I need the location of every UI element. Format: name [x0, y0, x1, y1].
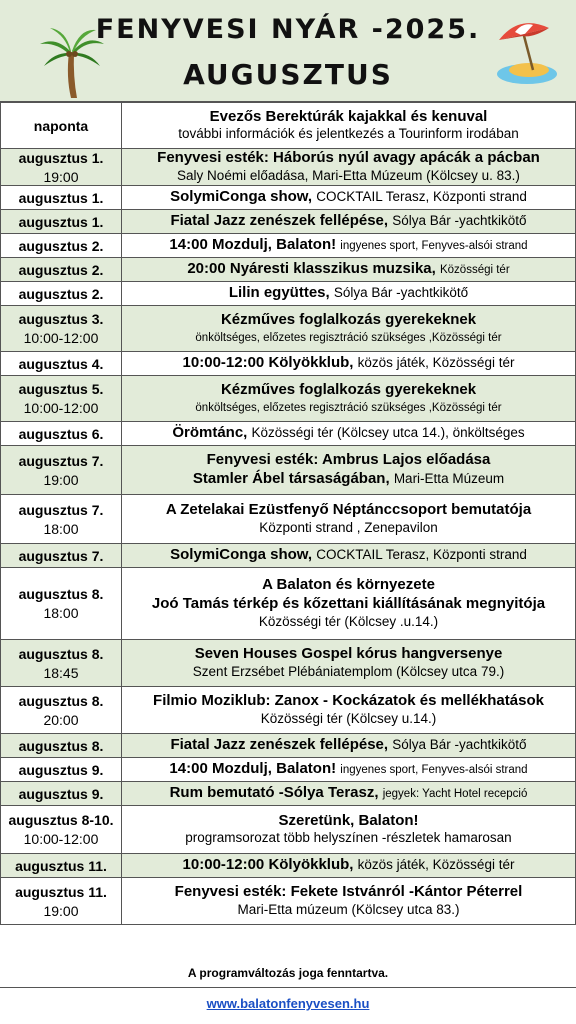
event-line [122, 381, 575, 400]
event-date-cell [1, 422, 122, 446]
event-line [122, 812, 575, 831]
event-details-cell [122, 210, 576, 234]
event-date: augusztus 9. [18, 761, 104, 778]
event-details-cell [122, 446, 576, 495]
event-details-cell [122, 422, 576, 446]
event-title-text: Kézműves foglalkozás gyerekeknek [220, 310, 477, 328]
event-details-cell [122, 734, 576, 758]
event-time: 18:00 [43, 605, 79, 621]
event-details-cell [122, 544, 576, 568]
event-date-cell [1, 878, 122, 925]
month-title: AUGUSZTUS [183, 58, 393, 91]
event-date-cell [1, 149, 122, 186]
event-title-text: 14:00 Mozdulj, Balaton! [169, 760, 341, 778]
event-line [122, 595, 575, 614]
event-date: augusztus 7. [18, 547, 104, 564]
event-title-text: Rum bemutató -Sólya Terasz, [169, 784, 383, 802]
event-title-text: 20:00 Nyáresti klasszikus muzsika, [187, 260, 440, 278]
event-row [1, 734, 576, 758]
event-date-cell [1, 282, 122, 306]
event-detail-text: Szent Erzsébet Plébániatemplom (Kölcsey utca 79.) [192, 663, 505, 679]
event-date: augusztus 11. [15, 883, 107, 900]
event-detail-text: Közösségi tér (Kölcsey u.14.) [260, 710, 437, 726]
event-line [122, 284, 575, 303]
event-row [1, 495, 576, 544]
event-line [122, 451, 575, 470]
event-details-cell [122, 782, 576, 806]
event-title-text: Kézműves foglalkozás gyerekeknek [220, 380, 477, 398]
event-details-cell [122, 103, 576, 149]
beach-umbrella-icon [493, 18, 559, 88]
event-line [122, 501, 575, 520]
event-line [122, 354, 575, 373]
event-date: augusztus 7. [18, 452, 104, 469]
event-detail-text: ingyenes sport, Fenyves-alsói strand [340, 764, 528, 777]
event-details-cell [122, 806, 576, 854]
event-line [122, 760, 575, 779]
event-date: augusztus 1. [18, 149, 104, 166]
event-line [122, 329, 575, 346]
event-row [1, 306, 576, 352]
event-date-cell [1, 376, 122, 422]
event-time: 10:00-12:00 [23, 831, 99, 847]
event-detail-text: önköltséges, előzetes regisztráció szükséges ,Közösségi tér [195, 402, 502, 415]
event-date: augusztus 8. [18, 645, 104, 662]
event-detail-text: jegyek: Yacht Hotel recepció [382, 788, 528, 801]
event-details-cell [122, 854, 576, 878]
event-detail-text: önköltséges, előzetes regisztráció szükséges ,Közösségi tér [195, 332, 502, 345]
event-line [122, 311, 575, 330]
event-date: augusztus 1. [18, 189, 104, 206]
event-title-text: SolymiConga show, [170, 188, 317, 206]
disclaimer-note: A programváltozás joga fenntartva. [187, 966, 389, 980]
event-date: augusztus 4. [18, 355, 104, 372]
event-line [122, 645, 575, 664]
event-row [1, 210, 576, 234]
event-details-cell [122, 234, 576, 258]
event-row [1, 186, 576, 210]
event-detail-text: ingyenes sport, Fenyves-alsói strand [340, 240, 528, 253]
page-title: FENYVESI NYÁR -2025. [95, 14, 481, 45]
website-link[interactable]: www.balatonfenyvesen.hu [206, 996, 370, 1011]
event-date-cell [1, 734, 122, 758]
event-date-cell [1, 352, 122, 376]
event-detail-text: Közösségi tér [439, 264, 510, 277]
event-date-cell [1, 495, 122, 544]
event-detail-text: közös játék, Közösségi tér [357, 355, 515, 371]
page-header [0, 0, 576, 103]
event-date-cell [1, 806, 122, 854]
event-detail-text: Mari-Etta múzeum (Kölcsey utca 83.) [237, 901, 460, 917]
event-time: 19:00 [43, 471, 79, 488]
event-title-text: Lilin együttes, [228, 284, 334, 302]
event-row [1, 854, 576, 878]
event-detail-text: COCKTAIL Terasz, Központi strand [316, 189, 527, 205]
event-time: 18:00 [43, 520, 79, 537]
event-line [122, 236, 575, 255]
event-line [122, 546, 575, 565]
event-details-cell [122, 878, 576, 925]
event-detail-text: Mari-Etta Múzeum [393, 471, 505, 486]
event-date: augusztus 9. [18, 785, 104, 802]
event-row [1, 806, 576, 854]
event-row [1, 782, 576, 806]
event-date-cell [1, 758, 122, 782]
event-date: augusztus 2. [18, 237, 104, 254]
event-details-cell [122, 258, 576, 282]
event-details-cell [122, 186, 576, 210]
event-title-text: Joó Tamás térkép és kőzettani kiállításának megnyitója [151, 595, 546, 613]
event-detail-text: COCKTAIL Terasz, Központi strand [316, 547, 527, 563]
event-detail-text: közös játék, Közösségi tér [357, 857, 515, 873]
event-details-cell [122, 376, 576, 422]
event-line [122, 188, 575, 207]
event-title-text: Filmio Moziklub: Zanox - Kockázatok és mellékhatások [153, 692, 544, 710]
event-date-cell [1, 103, 122, 149]
event-line [122, 126, 575, 143]
event-date: augusztus 8. [18, 586, 104, 602]
event-line [122, 399, 575, 416]
event-detail-text: további információk és jelentkezés a Tourinform irodában [178, 126, 519, 142]
event-title-text: Fiatal Jazz zenészek fellépése, [170, 212, 393, 230]
event-title-text: A Balaton és környezete [262, 576, 435, 594]
event-title-text: Fiatal Jazz zenészek fellépése, [170, 736, 393, 754]
event-title-text: Seven Houses Gospel kórus hangversenye [194, 645, 503, 663]
event-time: 19:00 [43, 902, 79, 919]
event-detail-text: Sólya Bár -yachtkikötő [392, 213, 527, 229]
event-line [122, 108, 575, 127]
event-title-text: 10:00-12:00 Kölyökklub, [182, 354, 358, 372]
event-row [1, 640, 576, 687]
event-date: augusztus 1. [18, 213, 104, 230]
event-time: 19:00 [43, 168, 79, 185]
event-line [122, 736, 575, 755]
event-line [122, 692, 575, 711]
event-line [122, 260, 575, 279]
event-row [1, 352, 576, 376]
event-date-cell [1, 210, 122, 234]
event-time: 10:00-12:00 [23, 330, 99, 346]
event-date: augusztus 11. [15, 857, 107, 874]
event-row [1, 687, 576, 734]
event-date-cell [1, 782, 122, 806]
event-time: 20:00 [43, 711, 79, 728]
event-date: augusztus 2. [18, 285, 104, 302]
event-line [122, 856, 575, 875]
event-date-cell [1, 687, 122, 734]
event-line [122, 520, 575, 537]
event-row [1, 376, 576, 422]
event-date-cell [1, 234, 122, 258]
event-title-text: Fenyvesi esték: Ambrus Lajos előadása [206, 451, 491, 469]
event-row [1, 446, 576, 495]
event-details-cell [122, 352, 576, 376]
event-detail-text: Saly Noémi előadása, Mari-Etta Múzeum (Kölcsey u. 83.) [177, 167, 520, 183]
event-row [1, 234, 576, 258]
event-date: augusztus 6. [18, 425, 104, 442]
page-footer [0, 960, 576, 1024]
event-date: augusztus 7. [18, 501, 104, 518]
event-title-text: Szeretünk, Balaton! [278, 811, 419, 829]
event-date-cell [1, 258, 122, 282]
event-date-cell [1, 568, 122, 640]
event-date: augusztus 8-10. [8, 812, 114, 828]
event-title-text: Stamler Ábel társaságában, [192, 470, 394, 487]
event-date: naponta [33, 117, 89, 134]
event-row [1, 149, 576, 186]
event-title-text: Fenyvesi esték: Háborús nyúl avagy apácák a pácban [157, 149, 540, 167]
event-row [1, 422, 576, 446]
event-date: augusztus 8. [18, 737, 104, 754]
event-title-text: Örömtánc, [172, 424, 252, 442]
event-row [1, 282, 576, 306]
event-date-cell [1, 544, 122, 568]
event-time: 10:00-12:00 [23, 400, 99, 416]
event-details-cell [122, 687, 576, 734]
event-date-cell [1, 306, 122, 352]
event-date: augusztus 2. [18, 261, 104, 278]
event-title-text: 10:00-12:00 Kölyökklub, [182, 856, 358, 874]
event-details-cell [122, 282, 576, 306]
event-details-cell [122, 758, 576, 782]
event-title-text: SolymiConga show, [170, 546, 317, 564]
event-line [122, 576, 575, 595]
event-title-text: Fenyvesi esték: Fekete Istvánról -Kántor Péterrel [174, 883, 523, 901]
event-row [1, 103, 576, 149]
event-date-cell [1, 640, 122, 687]
event-row [1, 568, 576, 640]
event-line [122, 168, 575, 185]
event-line [122, 830, 575, 847]
event-row [1, 258, 576, 282]
event-line [122, 902, 575, 919]
event-detail-text: Közösségi tér (Kölcsey utca 14.), önköltséges [251, 425, 525, 441]
event-title-text: 14:00 Mozdulj, Balaton! [169, 236, 341, 254]
event-row [1, 758, 576, 782]
event-detail-text: programsorozat több helyszínen -részletek hamarosan [185, 830, 512, 846]
events-table [0, 102, 576, 925]
event-date: augusztus 8. [18, 692, 104, 709]
event-line [122, 883, 575, 902]
event-date-cell [1, 446, 122, 495]
event-date: augusztus 5. [18, 381, 104, 397]
event-date: augusztus 3. [18, 311, 104, 327]
event-title-text: Evezős Berektúrák kajakkal és kenuval [209, 107, 488, 125]
event-detail-text: Sólya Bár -yachtkikötő [333, 285, 469, 301]
event-date-cell [1, 186, 122, 210]
event-line [122, 424, 575, 443]
event-row [1, 544, 576, 568]
footer-divider [0, 987, 576, 988]
event-details-cell [122, 149, 576, 186]
event-details-cell [122, 640, 576, 687]
event-details-cell [122, 306, 576, 352]
event-row [1, 878, 576, 925]
event-line [122, 711, 575, 728]
event-line [122, 664, 575, 681]
event-title-text: A Zetelakai Ezüstfenyő Néptánccsoport bemutatója [165, 501, 532, 519]
event-line [122, 470, 575, 489]
event-detail-text: Sólya Bár -yachtkikötő [392, 737, 527, 753]
event-line [122, 149, 575, 168]
event-details-cell [122, 495, 576, 544]
event-time: 18:45 [43, 664, 79, 681]
event-line [122, 784, 575, 803]
event-date-cell [1, 854, 122, 878]
event-line [122, 614, 575, 631]
event-detail-text: Központi strand , Zenepavilon [259, 519, 438, 535]
event-details-cell [122, 568, 576, 640]
event-line [122, 212, 575, 231]
event-detail-text: Közösségi tér (Kölcsey .u.14.) [258, 613, 439, 629]
